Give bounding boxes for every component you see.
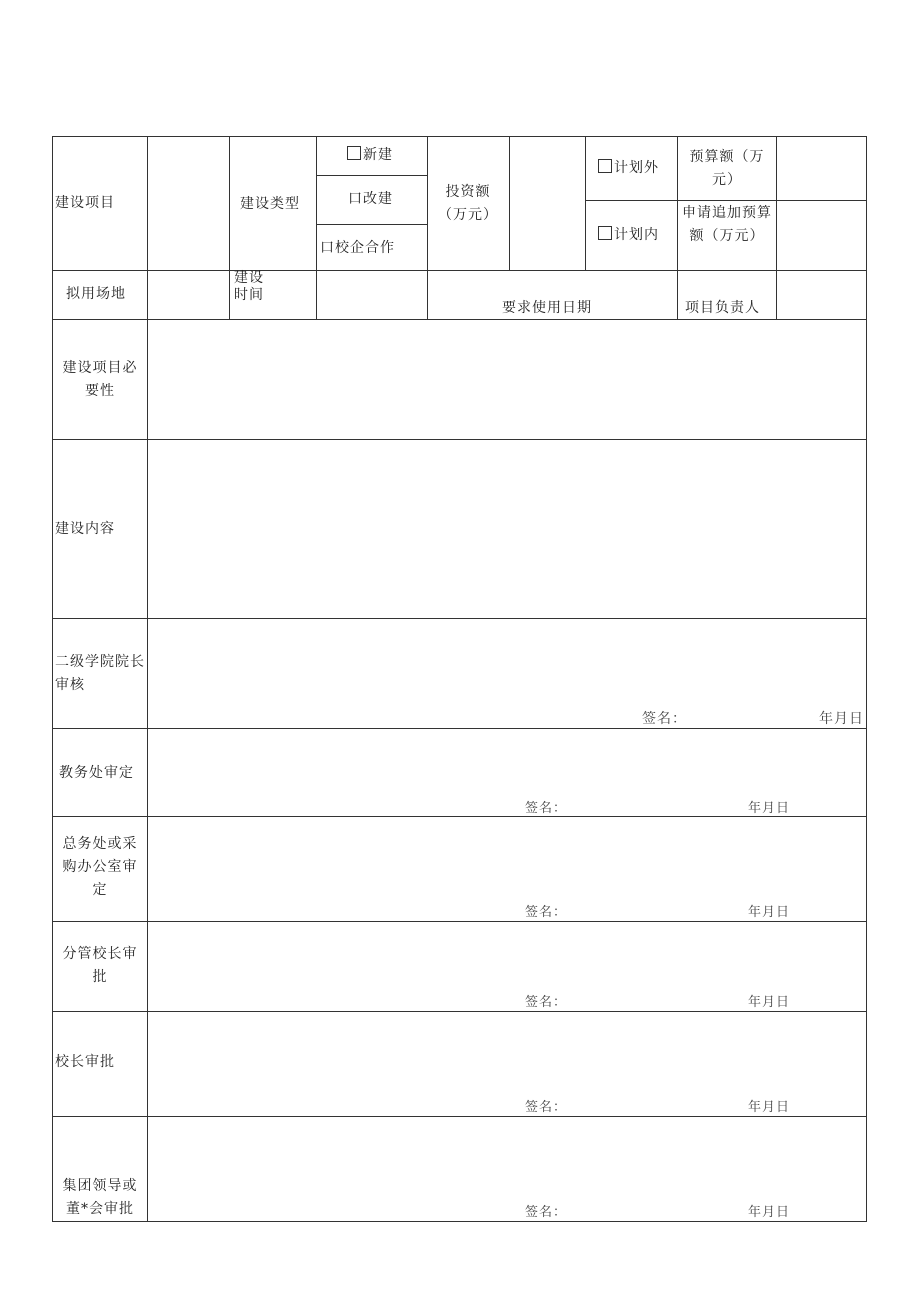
date-label: 年月日	[748, 1205, 791, 1220]
grid-line	[52, 1011, 867, 1012]
grid-line	[677, 136, 678, 320]
build-time-label: 建设时间	[234, 270, 264, 303]
grid-line	[316, 136, 317, 320]
grid-line	[52, 921, 867, 922]
grid-line	[52, 136, 867, 137]
signature-label: 签名：	[525, 801, 568, 816]
vice-president-approval-label: 分管校长审批	[62, 946, 138, 985]
budget-label: 预算额（万元）	[689, 149, 765, 188]
extra-budget-label: 申请追加预算额（万元）	[682, 205, 772, 244]
plan-inside-option[interactable]: 计划内	[598, 224, 659, 247]
required-date-label: 要求使用日期	[502, 300, 592, 316]
grid-line	[52, 270, 867, 271]
grid-line	[776, 136, 777, 320]
grid-line	[52, 136, 53, 1222]
signature-label: 签名：	[525, 995, 568, 1010]
plan-outside-option[interactable]: 计划外	[598, 157, 659, 180]
type-option-school-enterprise[interactable]: 口校企合作	[320, 240, 395, 256]
college-review-label: 二级学院院长审核	[55, 654, 145, 693]
type-option-new[interactable]: 新建	[347, 144, 393, 167]
grid-line	[229, 136, 230, 320]
grid-line	[52, 618, 867, 619]
checkbox-icon[interactable]	[347, 146, 361, 160]
necessity-label: 建设项目必要性	[62, 360, 138, 399]
type-option-rebuild[interactable]: 口改建	[348, 191, 393, 207]
academic-review-label: 教务处审定	[59, 765, 134, 781]
grid-line	[52, 1116, 867, 1117]
signature-label: 签名：	[525, 905, 568, 920]
date-label: 年月日	[748, 1100, 791, 1115]
grid-line	[316, 175, 427, 176]
site-label: 拟用场地	[66, 286, 126, 302]
grid-line	[866, 136, 867, 1222]
date-label: 年月日	[819, 711, 864, 727]
checkbox-icon[interactable]	[598, 226, 612, 240]
date-label: 年月日	[748, 905, 791, 920]
signature-label: 签名：	[525, 1205, 568, 1220]
signature-label: 签名：	[525, 1100, 568, 1115]
grid-line	[585, 136, 586, 271]
group-approval-label: 集团领导或董*会审批	[62, 1178, 138, 1217]
signature-label: 签名：	[642, 711, 687, 727]
grid-line	[52, 728, 867, 729]
grid-line	[52, 439, 867, 440]
content-label: 建设内容	[55, 521, 115, 537]
grid-line	[427, 136, 428, 320]
leader-label: 项目负责人	[685, 300, 760, 316]
grid-line	[52, 1221, 867, 1222]
grid-line	[316, 224, 427, 225]
date-label: 年月日	[748, 995, 791, 1010]
build-type-label: 建设类型	[240, 196, 300, 212]
general-affairs-review-label: 总务处或采购办公室审定	[62, 836, 138, 898]
checkbox-icon[interactable]	[598, 159, 612, 173]
project-label: 建设项目	[55, 195, 115, 211]
president-approval-label: 校长审批	[55, 1054, 115, 1070]
grid-line	[585, 200, 867, 201]
date-label: 年月日	[748, 801, 791, 816]
grid-line	[509, 136, 510, 271]
investment-label: 投资额（万元）	[438, 184, 498, 223]
grid-line	[147, 136, 148, 1222]
grid-line	[52, 816, 867, 817]
application-form	[52, 136, 867, 1222]
